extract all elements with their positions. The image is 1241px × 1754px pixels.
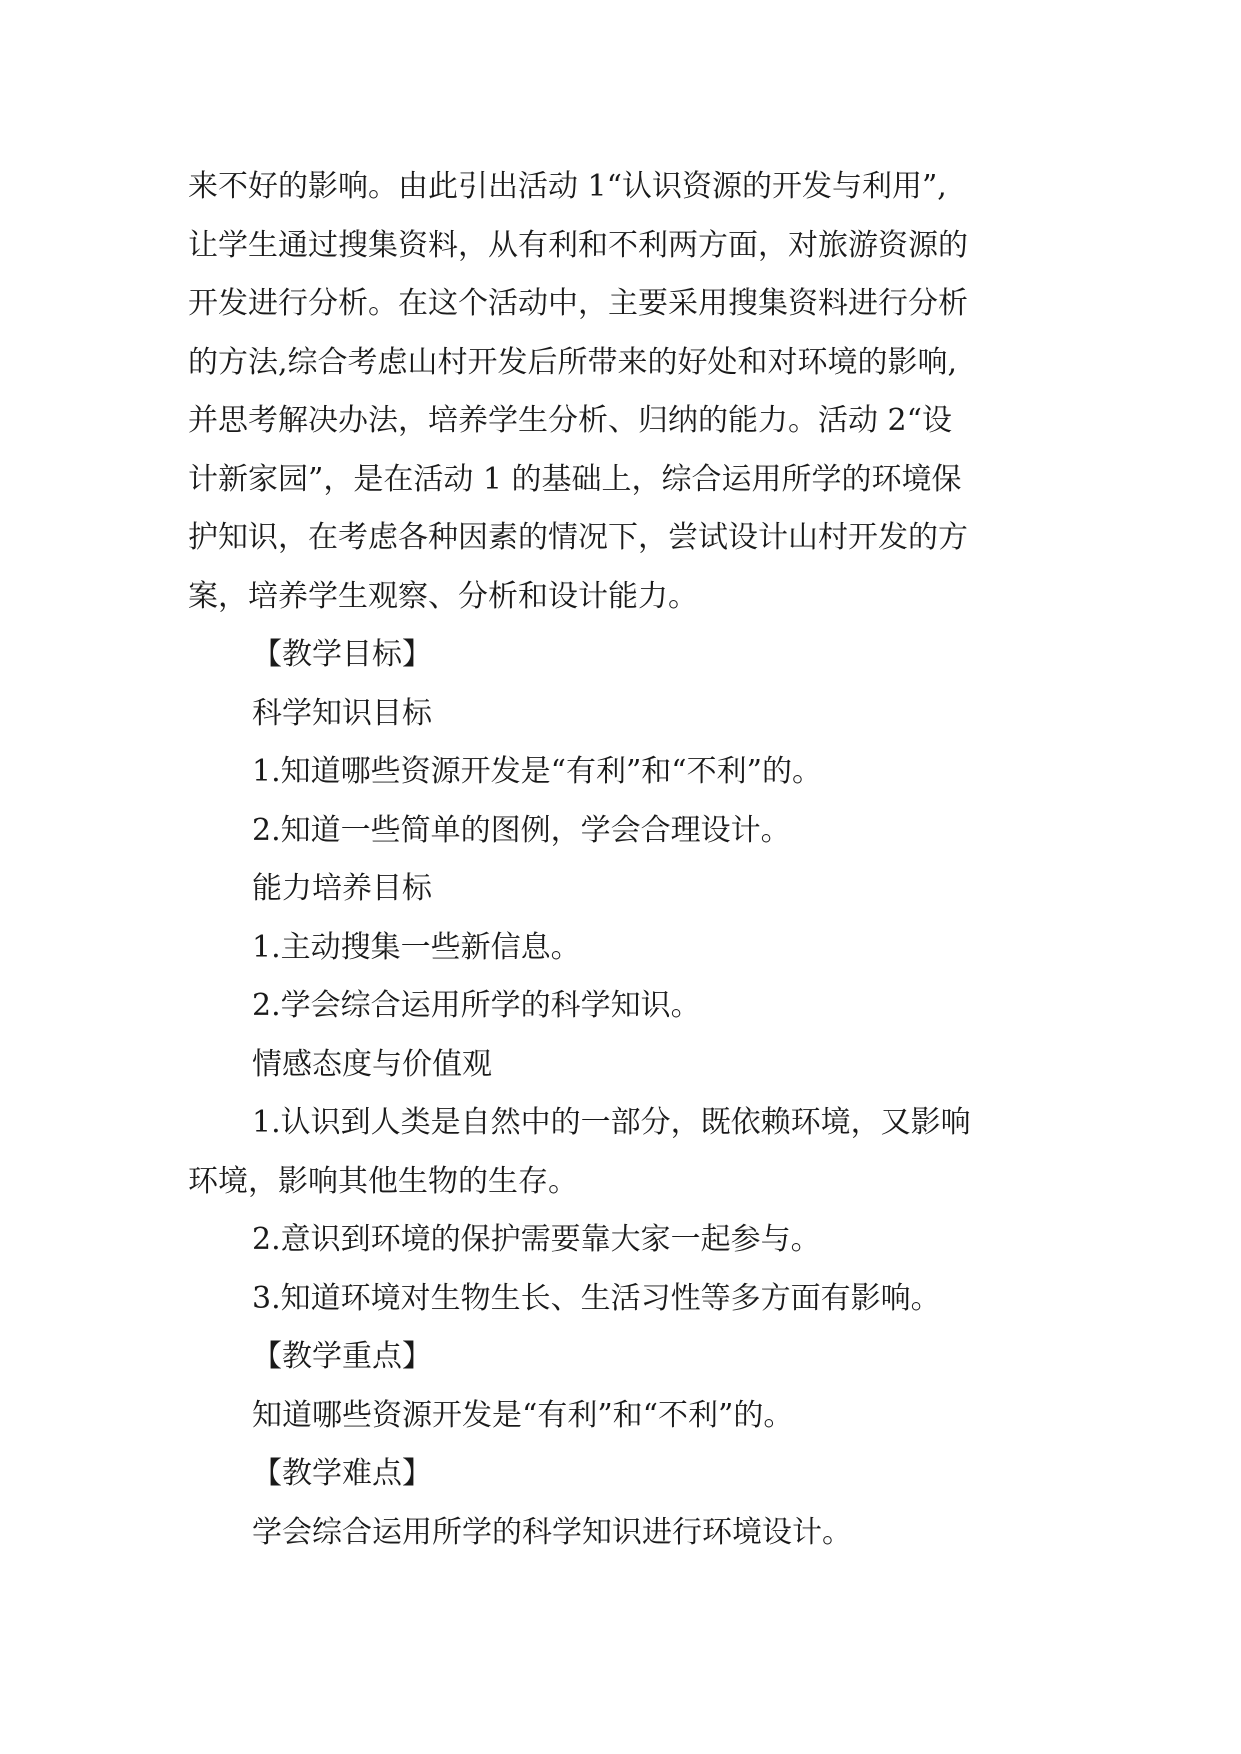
paragraph-line: 的方法,综合考虑山村开发后所带来的好处和对环境的影响, [188, 344, 958, 380]
list-item-continuation: 环境，影响其他生物的生存。 [188, 1163, 578, 1199]
list-item: 2.意识到环境的保护需要靠大家一起参与。 [252, 1222, 821, 1257]
paragraph-line: 开发进行分析。在这个活动中，主要采用搜集资料进行分析 [188, 286, 968, 321]
list-item: 1.认识到人类是自然中的一部分，既依赖环境，又影响 [252, 1105, 971, 1140]
paragraph-line: 护知识，在考虑各种因素的情况下，尝试设计山村开发的方 [188, 520, 968, 555]
list-item: 3.知道环境对生物生长、生活习性等多方面有影响。 [252, 1280, 941, 1316]
section-heading-teaching-focus: 【教学重点】 [252, 1339, 432, 1374]
paragraph-line: 并思考解决办法，培养学生分析、归纳的能力。活动 2“设 [188, 403, 952, 438]
subheading-emotion-values: 情感态度与价值观 [252, 1046, 492, 1082]
subheading-ability-training: 能力培养目标 [252, 871, 432, 906]
section-heading-teaching-objectives: 【教学目标】 [252, 637, 432, 672]
section-heading-teaching-difficulty: 【教学难点】 [252, 1456, 432, 1491]
list-item: 1.主动搜集一些新信息。 [252, 929, 581, 965]
paragraph-line: 让学生通过搜集资料，从有利和不利两方面，对旅游资源的 [188, 227, 968, 263]
paragraph-line: 案，培养学生观察、分析和设计能力。 [188, 578, 698, 614]
list-item: 1.知道哪些资源开发是“有利”和“不利”的。 [252, 754, 822, 789]
list-item: 2.学会综合运用所学的科学知识。 [252, 988, 701, 1023]
document-body [188, 158, 1068, 1562]
paragraph-line: 来不好的影响。由此引出活动 1“认识资源的开发与利用”, [188, 169, 947, 204]
paragraph-line: 计新家园”，是在活动 1 的基础上，综合运用所学的环境保 [188, 461, 962, 497]
paragraph-line: 学会综合运用所学的科学知识进行环境设计。 [252, 1514, 852, 1550]
list-item: 2.知道一些简单的图例，学会合理设计。 [252, 812, 791, 848]
paragraph-line: 知道哪些资源开发是“有利”和“不利”的。 [252, 1397, 794, 1433]
subheading-science-knowledge: 科学知识目标 [252, 695, 432, 731]
